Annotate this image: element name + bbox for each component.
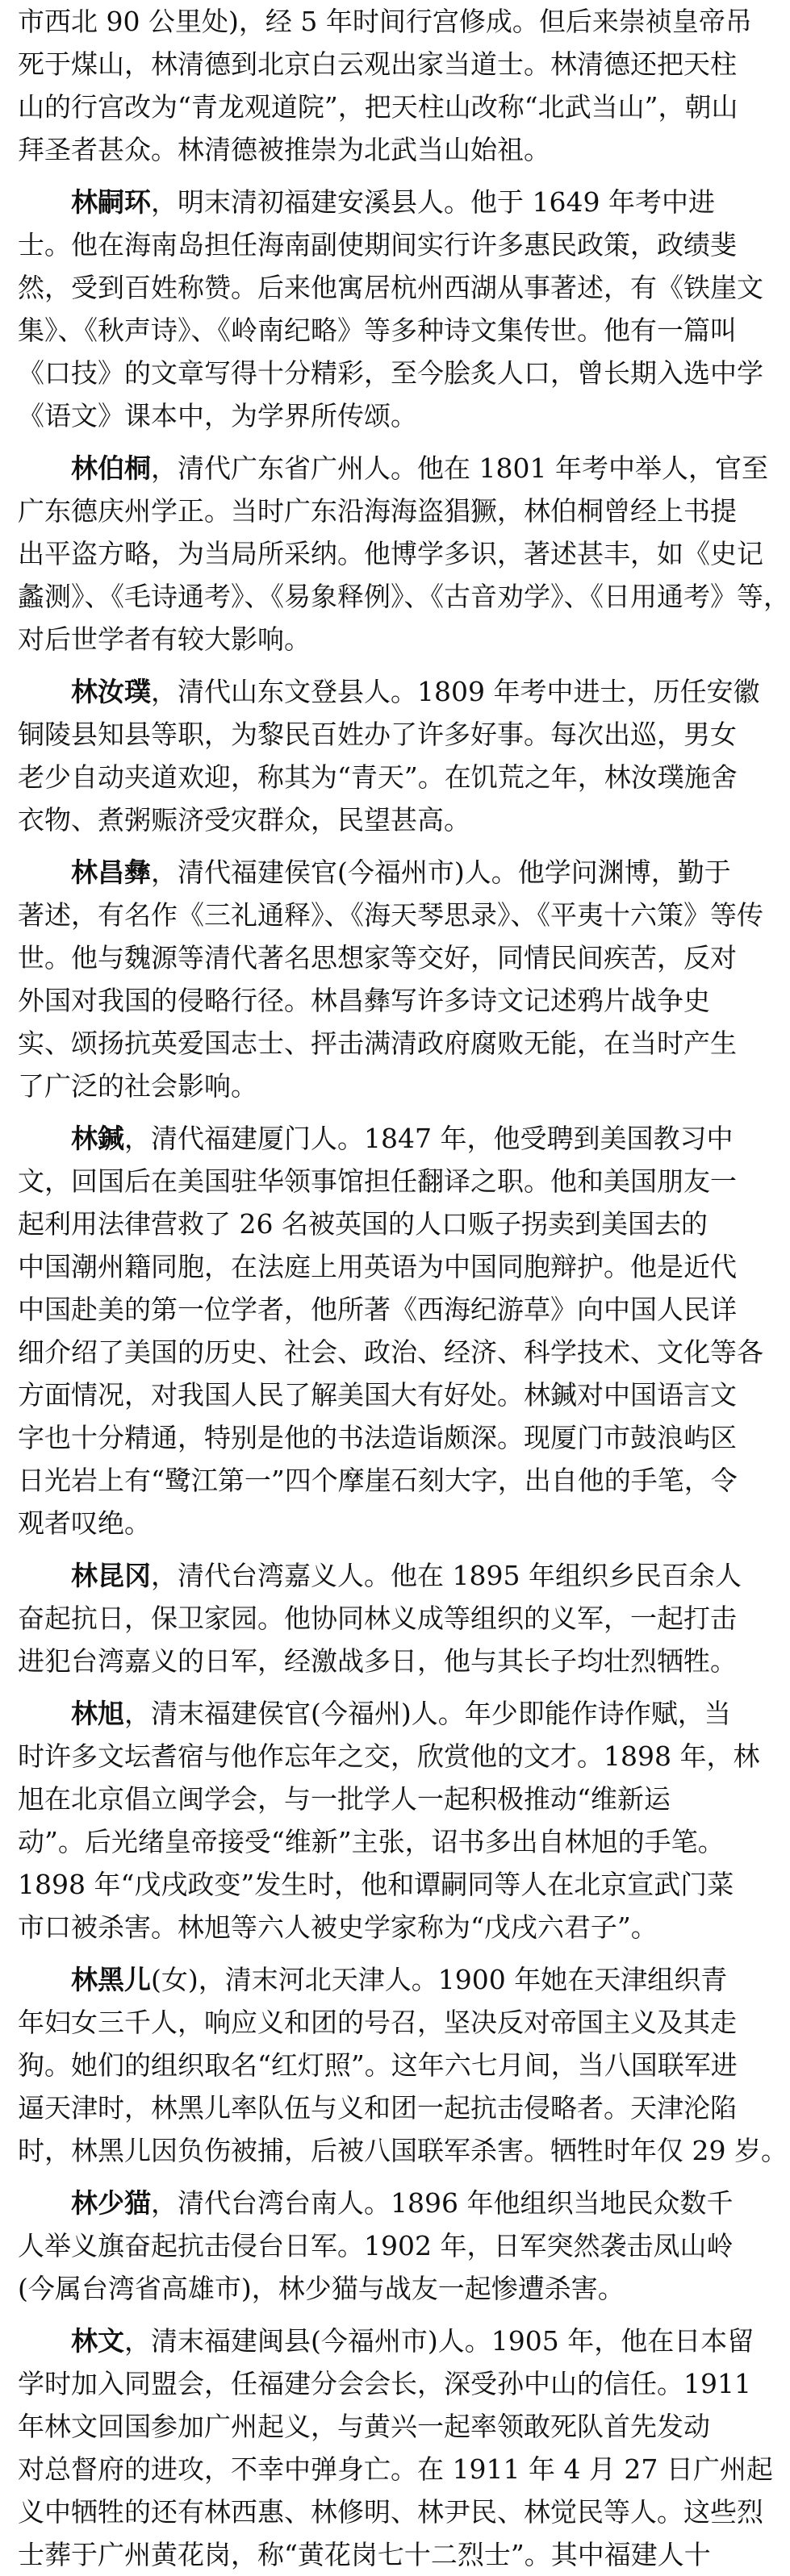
person-name: 林黑儿 [71,1964,151,1995]
text-run: ，清代台湾嘉义人。他在 1895 年组织乡民百余人 [151,1560,742,1591]
text-run: ，清末福建闽县(今福州市)人。1905 年，他在日本留 [124,2325,754,2357]
entry-lin-siheng [18,181,763,437]
person-name: 林鍼 [71,1123,124,1154]
text-line: 然，受到百姓称赞。后来他寓居杭州西湖从事著述，有《铁崖文 [18,272,763,303]
person-name: 林昆冈 [71,1560,151,1591]
text-line: 士。他在海南岛担任海南副使期间实行许多惠民政策，政绩斐 [18,229,737,261]
text-line: 进犯台湾嘉义的日军，经激战多日，他与其长子均壮烈牺牲。 [18,1645,737,1677]
text-line: 山的行宫改为“青龙观道院”，把天柱山改称“北武当山”，朝山 [18,91,738,123]
text-line: (今属台湾省高雄市)，林少猫与战友一起惨遭杀害。 [18,2273,625,2304]
text-line: 时，林黑儿因负伤被捕，后被八国联军杀害。牺牲时年仅 29 岁。 [18,2135,788,2166]
text-line: 出平盗方略，为当局所采纳。他博学多识，著述甚丰，如《史记 [18,538,763,569]
text-line: 年林文回国参加广州起义，与黄兴一起率领敢死队首先发动 [18,2411,710,2442]
text-line: 《语文》课本中，为学界所传颂。 [18,400,417,431]
entry-lin-shaomao [18,2182,734,2310]
entry-first-line [18,447,768,490]
text-line: 市口被杀害。林旭等六人被史学家称为“戊戌六君子”。 [18,1911,658,1943]
entry-lin-botong [18,447,790,661]
entry-first-line [18,851,731,894]
text-line: 实、颂扬抗英爱国志士、抨击满清政府腐败无能，在当时产生 [18,1027,737,1059]
entry-first-line [18,1554,742,1597]
person-name: 林文 [71,2325,124,2357]
entry-first-line [18,1692,731,1735]
person-name: 林汝璞 [71,676,151,707]
text-run: ，清代山东文登县人。1809 年考中进士，历任安徽 [151,676,760,707]
text-line: 观者叹绝。 [18,1507,151,1539]
person-name: 林伯桐 [71,452,151,484]
text-line: 死于煤山，林清德到北京白云观出家当道士。林清德还把天柱 [18,48,737,80]
text-line: 逼天津时，林黑儿率队伍与义和团一起抗击侵略者。天津沦陷 [18,2092,737,2124]
person-name: 林旭 [71,1698,124,1729]
text-line: 了广泛的社会影响。 [18,1070,257,1102]
entry-lin-wen [18,2320,773,2576]
entry-first-line [18,2182,734,2224]
text-run: ，清末福建侯官(今福州)人。年少即能作诗作赋，当 [124,1698,731,1729]
text-line: 士葬于广州黄花岗，称“黄花岗七十二烈士”。其中福建人十 [18,2539,711,2570]
text-line: 对后世学者有较大影响。 [18,623,311,655]
text-line: 学时加入同盟会，任福建分会会长，深受孙中山的信任。1911 [18,2368,751,2399]
entry-lin-xu [18,1692,760,1949]
text-run: ，清代广东省广州人。他在 1801 年考中举人，官至 [151,452,768,484]
entry-lin-kungang [18,1554,742,1682]
text-line: 年妇女三千人，响应义和团的号召，坚决反对帝国主义及其走 [18,2007,737,2038]
text-line: 1898 年“戊戌政变”发生时，他和谭嗣同等人在北京宣武门菜 [18,1869,734,1900]
text-line: 集》、《秋声诗》、《岭南纪略》等多种诗文集传世。他有一篇叫 [18,315,737,346]
text-line: 拜圣者甚众。林清德被推崇为北武当山始祖。 [18,134,550,165]
text-line: 蠡测》、《毛诗通考》、《易象释例》、《古音劝学》、《日用通考》等， [18,581,790,612]
text-line: 人举义旗奋起抗击侵台日军。1902 年，日军突然袭击凤山岭 [18,2230,734,2261]
text-line: 细介绍了美国的历史、社会、政治、经济、科学技术、文化等各 [18,1336,763,1368]
text-line: 世。他与魏源等清代著名思想家等交好，同情民间疾苦，反对 [18,942,737,973]
text-line: 时许多文坛耆宿与他作忘年之交，欣赏他的文才。1898 年，林 [18,1740,760,1772]
entry-lin-heier [18,1958,788,2172]
text-line: 对总督府的进攻，不幸中弹身亡。在 1911 年 4 月 27 日广州起 [18,2453,773,2485]
text-run: (女)，清末河北天津人。1900 年她在天津组织青 [151,1964,728,1995]
person-name: 林嗣环 [71,186,151,218]
text-line: 义中牺牲的还有林西惠、林修明、林尹民、林觉民等人。这些烈 [18,2496,763,2528]
text-line: 衣物、煮粥赈济受灾群众，民望甚高。 [18,804,470,836]
text-line: 文，回国后在美国驻华领事馆担任翻译之职。他和美国朋友一 [18,1165,737,1197]
text-line: 日光岩上有“鹭江第一”四个摩崖石刻大字，出自他的手笔，令 [18,1465,738,1496]
entry-lin-changyi [18,851,763,1107]
text-line: 中国赴美的第一位学者，他所著《西海纪游草》向中国人民详 [18,1294,737,1325]
text-run: ，明末清初福建安溪县人。他于 1649 年考中进 [151,186,715,218]
entry-first-line [18,670,760,713]
entry-first-line [18,2320,754,2362]
entry-lin-rujing [18,670,760,841]
entry-first-line [18,1958,728,2001]
entry-lin-zhen [18,1117,763,1544]
text-run: ，清代台湾台南人。1896 年他组织当地民众数千 [151,2187,734,2219]
text-line: 铜陵县知县等职，为黎民百姓办了许多好事。每次出巡，男女 [18,719,737,750]
text-line: 起利用法律营救了 26 名被英国的人口贩子拐卖到美国去的 [18,1208,708,1240]
text-run: ，清代福建侯官(今福州市)人。他学问渊博，勤于 [151,857,731,888]
text-line: 奋起抗日，保卫家园。他协同林义成等组织的义军，一起打击 [18,1603,737,1634]
text-line: 狗。她们的组织取名“红灯照”。这年六七月间，当八国联军进 [18,2049,738,2081]
entry-intro [18,0,752,171]
text-line: 外国对我国的侵略行径。林昌彝写许多诗文记述鸦片战争史 [18,985,710,1016]
text-line: 字也十分精通，特别是他的书法造诣颇深。现厦门市鼓浪屿区 [18,1422,737,1453]
text-line: 旭在北京倡立闽学会，与一批学人一起积极推动“维新运 [18,1783,671,1815]
text-run: ，清代福建厦门人。1847 年，他受聘到美国教习中 [124,1123,734,1154]
entry-first-line [18,1117,734,1160]
entry-first-line [18,181,715,223]
text-line: 市西北 90 公里处)，经 5 年时间行宫修成。但后来崇祯皇帝吊 [18,6,752,37]
person-name: 林昌彝 [71,857,151,888]
text-line: 方面情况，对我国人民了解美国大有好处。林鍼对中国语言文 [18,1379,737,1411]
text-line: 《口技》的文章写得十分精彩，至今脍炙人口，曾长期入选中学 [18,357,763,389]
text-line: 广东德庆州学正。当时广东沿海海盗猖獗，林伯桐曾经上书提 [18,495,737,527]
person-name: 林少猫 [71,2187,151,2219]
text-line: 著述，有名作《三礼通释》、《海天琴思录》、《平夷十六策》等传 [18,899,763,931]
text-line: 老少自动夹道欢迎，称其为“青天”。在饥荒之年，林汝璞施舍 [18,761,738,793]
text-line: 动”。后光绪皇帝接受“维新”主张，诏书多出自林旭的手笔。 [18,1826,725,1857]
text-line: 中国潮州籍同胞，在法庭上用英语为中国同胞辩护。他是近代 [18,1251,737,1282]
